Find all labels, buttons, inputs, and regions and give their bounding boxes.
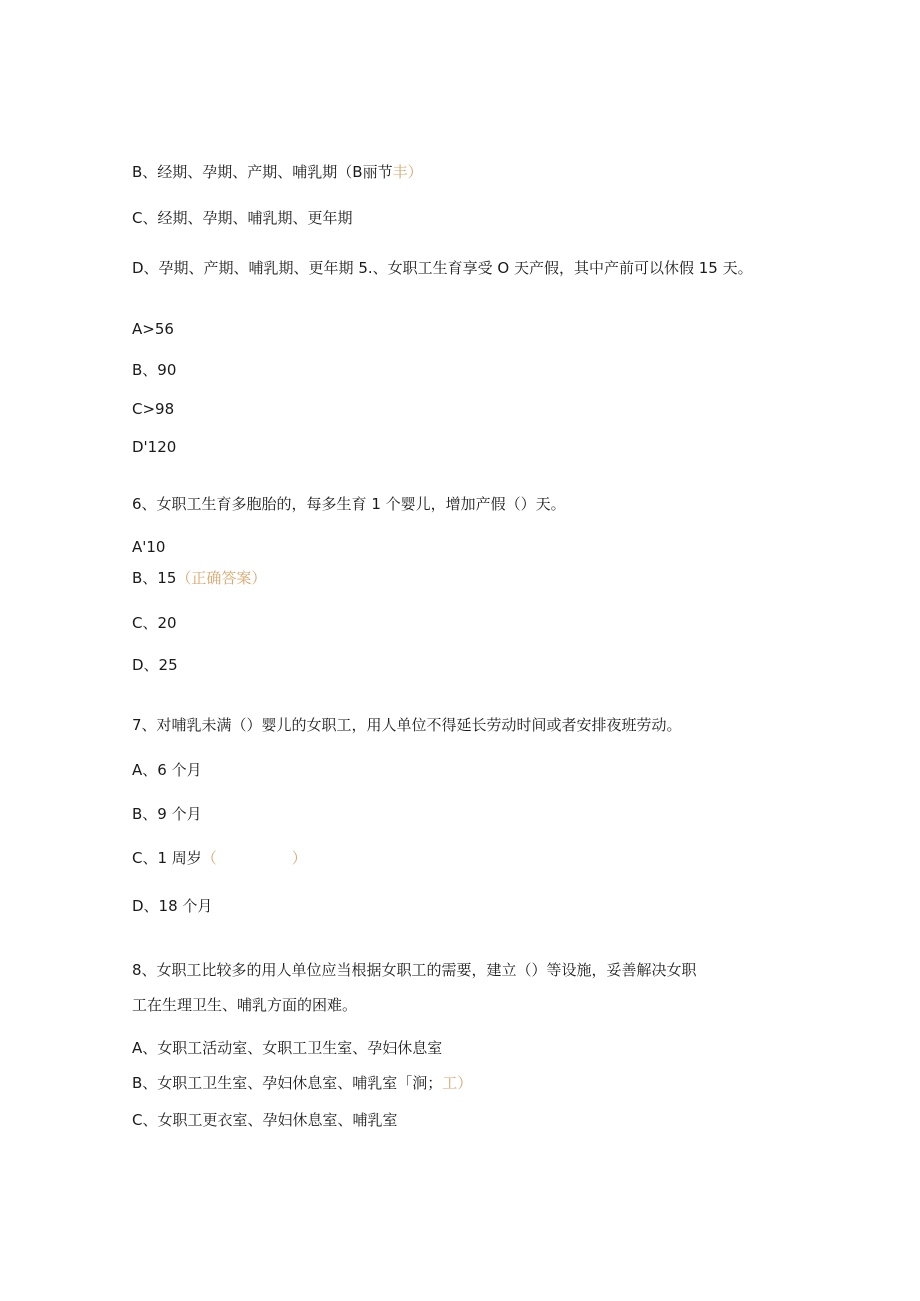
option-text: D、孕期、产期、哺乳期、更年期 5.、女职工生育享受 O 天产假，其中产前可以休假 15 天。 (132, 259, 753, 277)
answer-note: （ ） (201, 849, 307, 867)
option-d-question-5-line (132, 257, 792, 279)
question-7-line (132, 715, 682, 735)
option-text: A、女职工活动室、女职工卫生室、孕妇休息室 (132, 1039, 443, 1057)
option-a-line (132, 760, 202, 780)
option-text: A'10 (132, 538, 166, 556)
option-text: B、15 (132, 569, 177, 587)
option-text: D、18 个月 (132, 897, 213, 915)
option-b-line (132, 568, 266, 588)
option-text: C、1 周岁 (132, 849, 202, 867)
option-c-line (132, 848, 307, 868)
option-text: C、经期、孕期、哺乳期、更年期 (132, 209, 353, 227)
option-c-line (132, 208, 352, 228)
option-text: B、女职工卫生室、孕妇休息室、哺乳室「涧； (132, 1074, 443, 1092)
answer-note: 工） (442, 1074, 473, 1092)
question-8-continuation (132, 995, 357, 1015)
option-text: A>56 (132, 320, 174, 338)
option-d-line (132, 437, 176, 457)
question-text: 工在生理卫生、哺乳方面的困难。 (132, 996, 358, 1014)
option-text: D'120 (132, 438, 177, 456)
correct-answer-note: （正确答案） (176, 569, 267, 587)
question-text: 7、对哺乳未满（）婴儿的女职工，用人单位不得延长劳动时间或者安排夜班劳动。 (132, 716, 682, 734)
option-a-line (132, 319, 174, 339)
option-text: D、25 (132, 656, 178, 674)
option-text: B、9 个月 (132, 805, 202, 823)
option-text: B、90 (132, 361, 177, 379)
option-c-line (132, 399, 174, 419)
option-text: A、6 个月 (132, 761, 202, 779)
option-b-line (132, 162, 423, 182)
option-a-line (132, 537, 165, 557)
option-text: C、女职工更衣室、孕妇休息室、哺乳室 (132, 1111, 398, 1129)
option-d-line (132, 896, 212, 916)
question-8-line (132, 960, 697, 980)
question-text: 8、女职工比较多的用人单位应当根据女职工的需要，建立（）等设施，妥善解决女职 (132, 961, 697, 979)
option-c-line (132, 1110, 397, 1130)
question-6-line (132, 494, 566, 514)
question-text: 6、女职工生育多胞胎的，每多生育 1 个婴儿，增加产假（）天。 (132, 495, 566, 513)
option-text: C>98 (132, 400, 175, 418)
option-b-line (132, 360, 176, 380)
option-text: B、经期、孕期、产期、哺乳期（B丽节 (132, 163, 393, 181)
option-b-line (132, 804, 202, 824)
option-text: C、20 (132, 614, 177, 632)
option-b-line (132, 1073, 472, 1093)
option-c-line (132, 613, 177, 633)
answer-note: 丰） (392, 163, 423, 181)
option-d-line (132, 655, 178, 675)
option-a-line (132, 1038, 442, 1058)
